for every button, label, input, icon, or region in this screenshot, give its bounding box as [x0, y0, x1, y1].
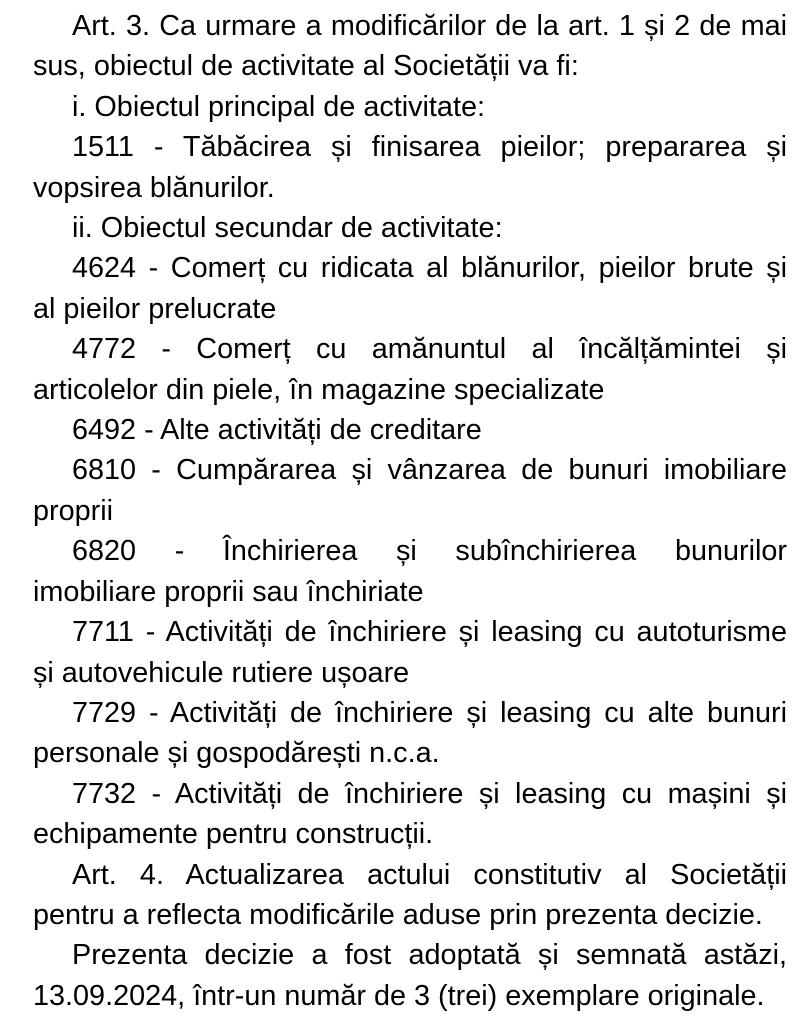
paragraph: [33, 531, 787, 612]
text-line: 13.09.2024, într-un număr de 3 (trei) exemplare originale.: [33, 979, 765, 1012]
paragraph: [33, 612, 787, 693]
text-line: Prezenta decizie a fost adoptată și semnată astăzi,: [72, 939, 787, 972]
text-line: 1511 - Tăbăcirea și finisarea pieilor; prepararea și: [72, 131, 787, 164]
text-line: 4624 - Comerț cu ridicata al blănurilor, pieilor brute și: [72, 252, 787, 285]
text-line: echipamente pentru construcții.: [33, 818, 434, 851]
text-line: sus, obiectul de activitate al Societății va fi:: [33, 50, 579, 83]
text-line: 4772 - Comerț cu amănuntul al încălțămintei și: [72, 333, 787, 366]
text-line: personale și gospodărești n.c.a.: [33, 737, 440, 770]
text-line: 6492 - Alte activități de creditare: [72, 414, 482, 447]
paragraph: [33, 410, 787, 450]
paragraph: [33, 855, 787, 936]
paragraph: [33, 450, 787, 531]
text-line: 7711 - Activități de închiriere și leasing cu autoturisme: [72, 616, 787, 649]
document-body: [33, 6, 787, 1016]
text-line: 6810 - Cumpărarea și vânzarea de bunuri imobiliare: [72, 454, 787, 487]
text-line: Art. 4. Actualizarea actului constitutiv al Societății: [72, 858, 787, 891]
text-line: 7729 - Activități de închiriere și leasing cu alte bunuri: [72, 696, 787, 729]
paragraph: [33, 127, 787, 208]
text-line: 7732 - Activități de închiriere și leasing cu mașini și: [72, 777, 787, 810]
paragraph: [33, 87, 787, 127]
text-line: vopsirea blănurilor.: [33, 171, 275, 204]
text-line: al pieilor prelucrate: [33, 292, 277, 325]
text-line: imobiliare proprii sau închiriate: [33, 575, 424, 608]
paragraph: [33, 693, 787, 774]
paragraph: [33, 329, 787, 410]
paragraph: [33, 248, 787, 329]
text-line: și autovehicule rutiere ușoare: [33, 656, 410, 689]
paragraph: [33, 208, 787, 248]
text-line: ii. Obiectul secundar de activitate:: [72, 212, 503, 245]
text-line: proprii: [33, 494, 114, 527]
text-line: 6820 - Închirierea și subînchirierea bunurilor: [72, 535, 787, 568]
paragraph: [33, 774, 787, 855]
text-line: i. Obiectul principal de activitate:: [72, 90, 485, 123]
paragraph: [33, 935, 787, 1016]
text-line: articolelor din piele, în magazine specializate: [33, 373, 605, 406]
text-line: Art. 3. Ca urmare a modificărilor de la art. 1 și 2 de mai: [72, 10, 787, 42]
text-line: pentru a reflecta modificările aduse prin prezenta decizie.: [33, 898, 763, 931]
paragraph: [33, 6, 787, 87]
